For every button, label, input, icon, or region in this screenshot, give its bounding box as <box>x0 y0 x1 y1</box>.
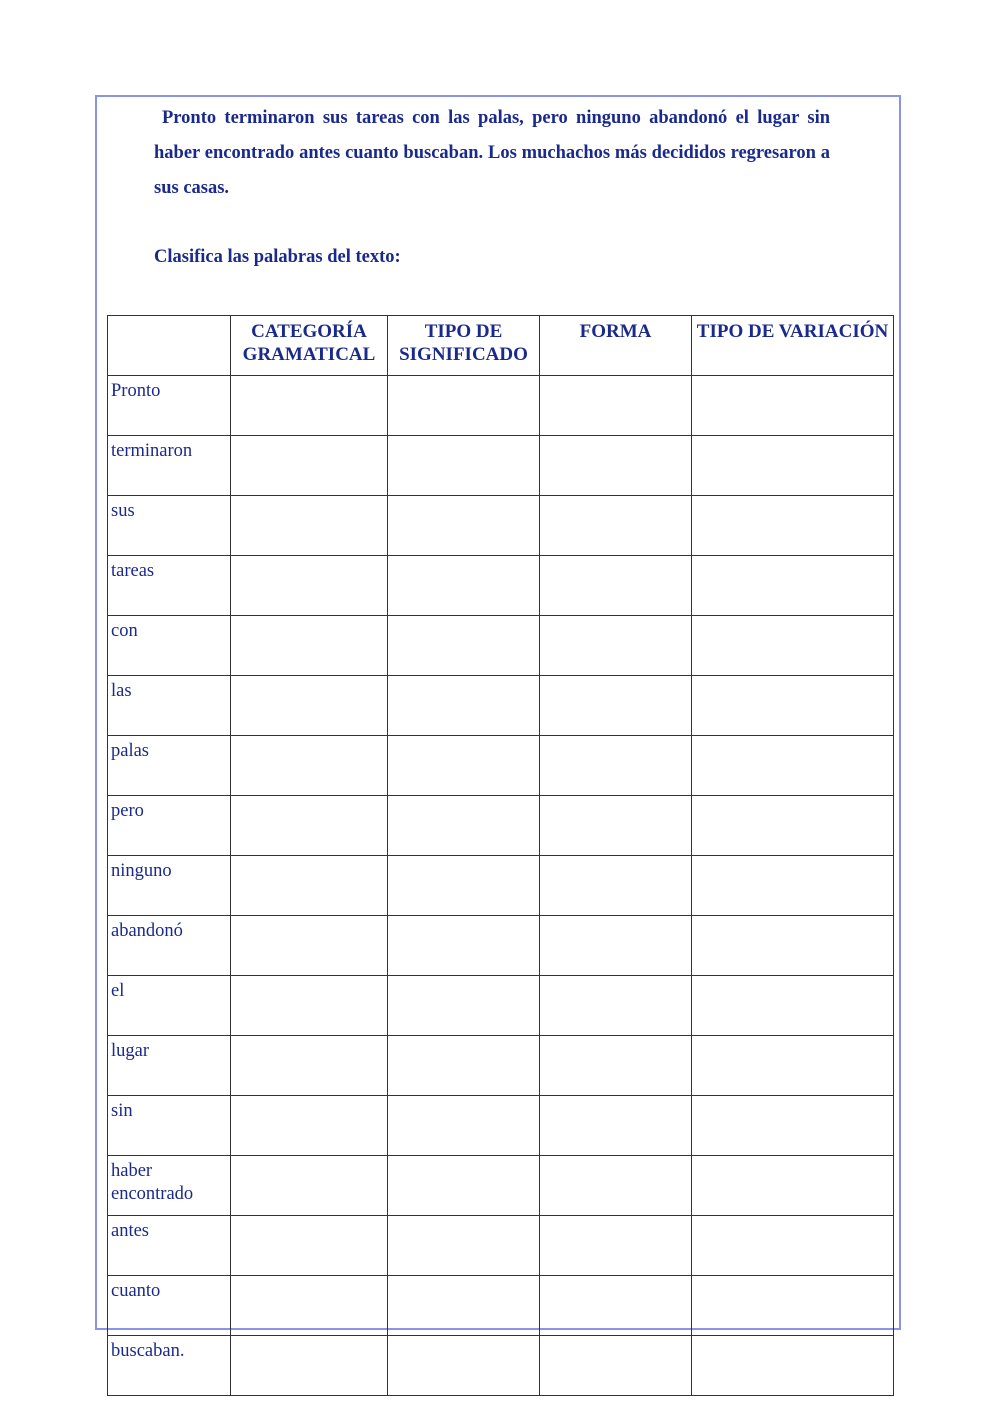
answer-cell-tipo-de-variacion[interactable] <box>692 436 894 496</box>
answer-cell-forma[interactable] <box>540 796 692 856</box>
answer-cell-categoria-gramatical[interactable] <box>231 1336 388 1396</box>
answer-cell-forma[interactable] <box>540 376 692 436</box>
answer-cell-tipo-de-variacion[interactable] <box>692 916 894 976</box>
answer-cell-forma[interactable] <box>540 436 692 496</box>
table-row <box>108 796 894 856</box>
row-word-cell: el <box>108 976 231 1036</box>
answer-cell-forma[interactable] <box>540 736 692 796</box>
row-word-cell: terminaron <box>108 436 231 496</box>
answer-cell-categoria-gramatical[interactable] <box>231 1096 388 1156</box>
row-word-cell: abandonó <box>108 916 231 976</box>
table-row <box>108 916 894 976</box>
answer-cell-categoria-gramatical[interactable] <box>231 976 388 1036</box>
row-word-cell: tareas <box>108 556 231 616</box>
answer-cell-tipo-de-variacion[interactable] <box>692 1276 894 1336</box>
answer-cell-tipo-de-significado[interactable] <box>388 736 540 796</box>
header-corner-cell <box>108 316 231 376</box>
answer-cell-forma[interactable] <box>540 616 692 676</box>
answer-cell-tipo-de-variacion[interactable] <box>692 616 894 676</box>
answer-cell-categoria-gramatical[interactable] <box>231 796 388 856</box>
header-forma: FORMA <box>540 316 692 376</box>
table-row <box>108 1336 894 1396</box>
table-header-row <box>108 316 894 376</box>
answer-cell-tipo-de-significado[interactable] <box>388 1096 540 1156</box>
answer-cell-tipo-de-significado[interactable] <box>388 856 540 916</box>
header-tipo-de-variacion: TIPO DE VARIACIÓN <box>692 316 894 376</box>
answer-cell-tipo-de-variacion[interactable] <box>692 676 894 736</box>
answer-cell-forma[interactable] <box>540 1036 692 1096</box>
table-row <box>108 736 894 796</box>
answer-cell-categoria-gramatical[interactable] <box>231 556 388 616</box>
table-row <box>108 1096 894 1156</box>
row-word-cell: palas <box>108 736 231 796</box>
row-word-cell: buscaban. <box>108 1336 231 1396</box>
answer-cell-categoria-gramatical[interactable] <box>231 1036 388 1096</box>
answer-cell-tipo-de-variacion[interactable] <box>692 556 894 616</box>
answer-cell-categoria-gramatical[interactable] <box>231 1216 388 1276</box>
answer-cell-categoria-gramatical[interactable] <box>231 496 388 556</box>
answer-cell-tipo-de-significado[interactable] <box>388 796 540 856</box>
table-row <box>108 1276 894 1336</box>
row-word-cell: cuanto <box>108 1276 231 1336</box>
answer-cell-forma[interactable] <box>540 976 692 1036</box>
answer-cell-forma[interactable] <box>540 856 692 916</box>
answer-cell-tipo-de-significado[interactable] <box>388 1216 540 1276</box>
table-row <box>108 436 894 496</box>
answer-cell-categoria-gramatical[interactable] <box>231 1156 388 1216</box>
answer-cell-categoria-gramatical[interactable] <box>231 1276 388 1336</box>
answer-cell-forma[interactable] <box>540 676 692 736</box>
answer-cell-categoria-gramatical[interactable] <box>231 436 388 496</box>
answer-cell-tipo-de-variacion[interactable] <box>692 496 894 556</box>
answer-cell-tipo-de-significado[interactable] <box>388 916 540 976</box>
table-row <box>108 1216 894 1276</box>
table-row <box>108 556 894 616</box>
answer-cell-tipo-de-variacion[interactable] <box>692 1096 894 1156</box>
table-row <box>108 1156 894 1216</box>
answer-cell-forma[interactable] <box>540 1096 692 1156</box>
row-word-cell: Pronto <box>108 376 231 436</box>
answer-cell-tipo-de-significado[interactable] <box>388 676 540 736</box>
row-word-cell: sus <box>108 496 231 556</box>
table-row <box>108 1036 894 1096</box>
answer-cell-tipo-de-significado[interactable] <box>388 376 540 436</box>
table-row <box>108 376 894 436</box>
row-word-cell: sin <box>108 1096 231 1156</box>
answer-cell-categoria-gramatical[interactable] <box>231 856 388 916</box>
row-word-cell: lugar <box>108 1036 231 1096</box>
answer-cell-tipo-de-variacion[interactable] <box>692 1336 894 1396</box>
answer-cell-tipo-de-variacion[interactable] <box>692 976 894 1036</box>
answer-cell-forma[interactable] <box>540 916 692 976</box>
intro-paragraph: Pronto terminaron sus tareas con las palas, pero ninguno abandonó el lugar sin haber encontrado antes cuanto buscaban. Los muchachos más decididos regresaron a sus casas. <box>154 108 830 198</box>
table-row <box>108 976 894 1036</box>
answer-cell-forma[interactable] <box>540 1156 692 1216</box>
answer-cell-forma[interactable] <box>540 556 692 616</box>
answer-cell-tipo-de-variacion[interactable] <box>692 1036 894 1096</box>
table-row <box>108 856 894 916</box>
table-body <box>108 376 894 1396</box>
row-word-cell: ninguno <box>108 856 231 916</box>
answer-cell-forma[interactable] <box>540 1276 692 1336</box>
row-word-cell: con <box>108 616 231 676</box>
answer-cell-categoria-gramatical[interactable] <box>231 676 388 736</box>
answer-cell-tipo-de-variacion[interactable] <box>692 376 894 436</box>
table-row <box>108 616 894 676</box>
answer-cell-tipo-de-significado[interactable] <box>388 1336 540 1396</box>
answer-cell-tipo-de-significado[interactable] <box>388 496 540 556</box>
answer-cell-categoria-gramatical[interactable] <box>231 616 388 676</box>
header-tipo-de-significado: TIPO DE SIGNIFICADO <box>388 316 540 376</box>
answer-cell-forma[interactable] <box>540 1336 692 1396</box>
answer-cell-forma[interactable] <box>540 496 692 556</box>
row-word-cell: antes <box>108 1216 231 1276</box>
row-word-cell: pero <box>108 796 231 856</box>
answer-cell-tipo-de-variacion[interactable] <box>692 1156 894 1216</box>
classification-table <box>107 315 894 1396</box>
table-row <box>108 676 894 736</box>
answer-cell-tipo-de-significado[interactable] <box>388 1276 540 1336</box>
answer-cell-tipo-de-significado[interactable] <box>388 976 540 1036</box>
answer-cell-tipo-de-significado[interactable] <box>388 1036 540 1096</box>
answer-cell-categoria-gramatical[interactable] <box>231 736 388 796</box>
instruction-heading: Clasifica las palabras del texto: <box>154 247 401 267</box>
table-row <box>108 496 894 556</box>
answer-cell-tipo-de-variacion[interactable] <box>692 796 894 856</box>
answer-cell-categoria-gramatical[interactable] <box>231 916 388 976</box>
header-categoria-gramatical: CATEGORÍA GRAMATICAL <box>231 316 388 376</box>
row-word-cell: haber encontrado <box>108 1156 231 1216</box>
answer-cell-categoria-gramatical[interactable] <box>231 376 388 436</box>
row-word-cell: las <box>108 676 231 736</box>
answer-cell-tipo-de-significado[interactable] <box>388 556 540 616</box>
answer-cell-tipo-de-significado[interactable] <box>388 616 540 676</box>
answer-cell-forma[interactable] <box>540 1216 692 1276</box>
answer-cell-tipo-de-variacion[interactable] <box>692 1216 894 1276</box>
answer-cell-tipo-de-significado[interactable] <box>388 1156 540 1216</box>
answer-cell-tipo-de-variacion[interactable] <box>692 856 894 916</box>
answer-cell-tipo-de-variacion[interactable] <box>692 736 894 796</box>
answer-cell-tipo-de-significado[interactable] <box>388 436 540 496</box>
